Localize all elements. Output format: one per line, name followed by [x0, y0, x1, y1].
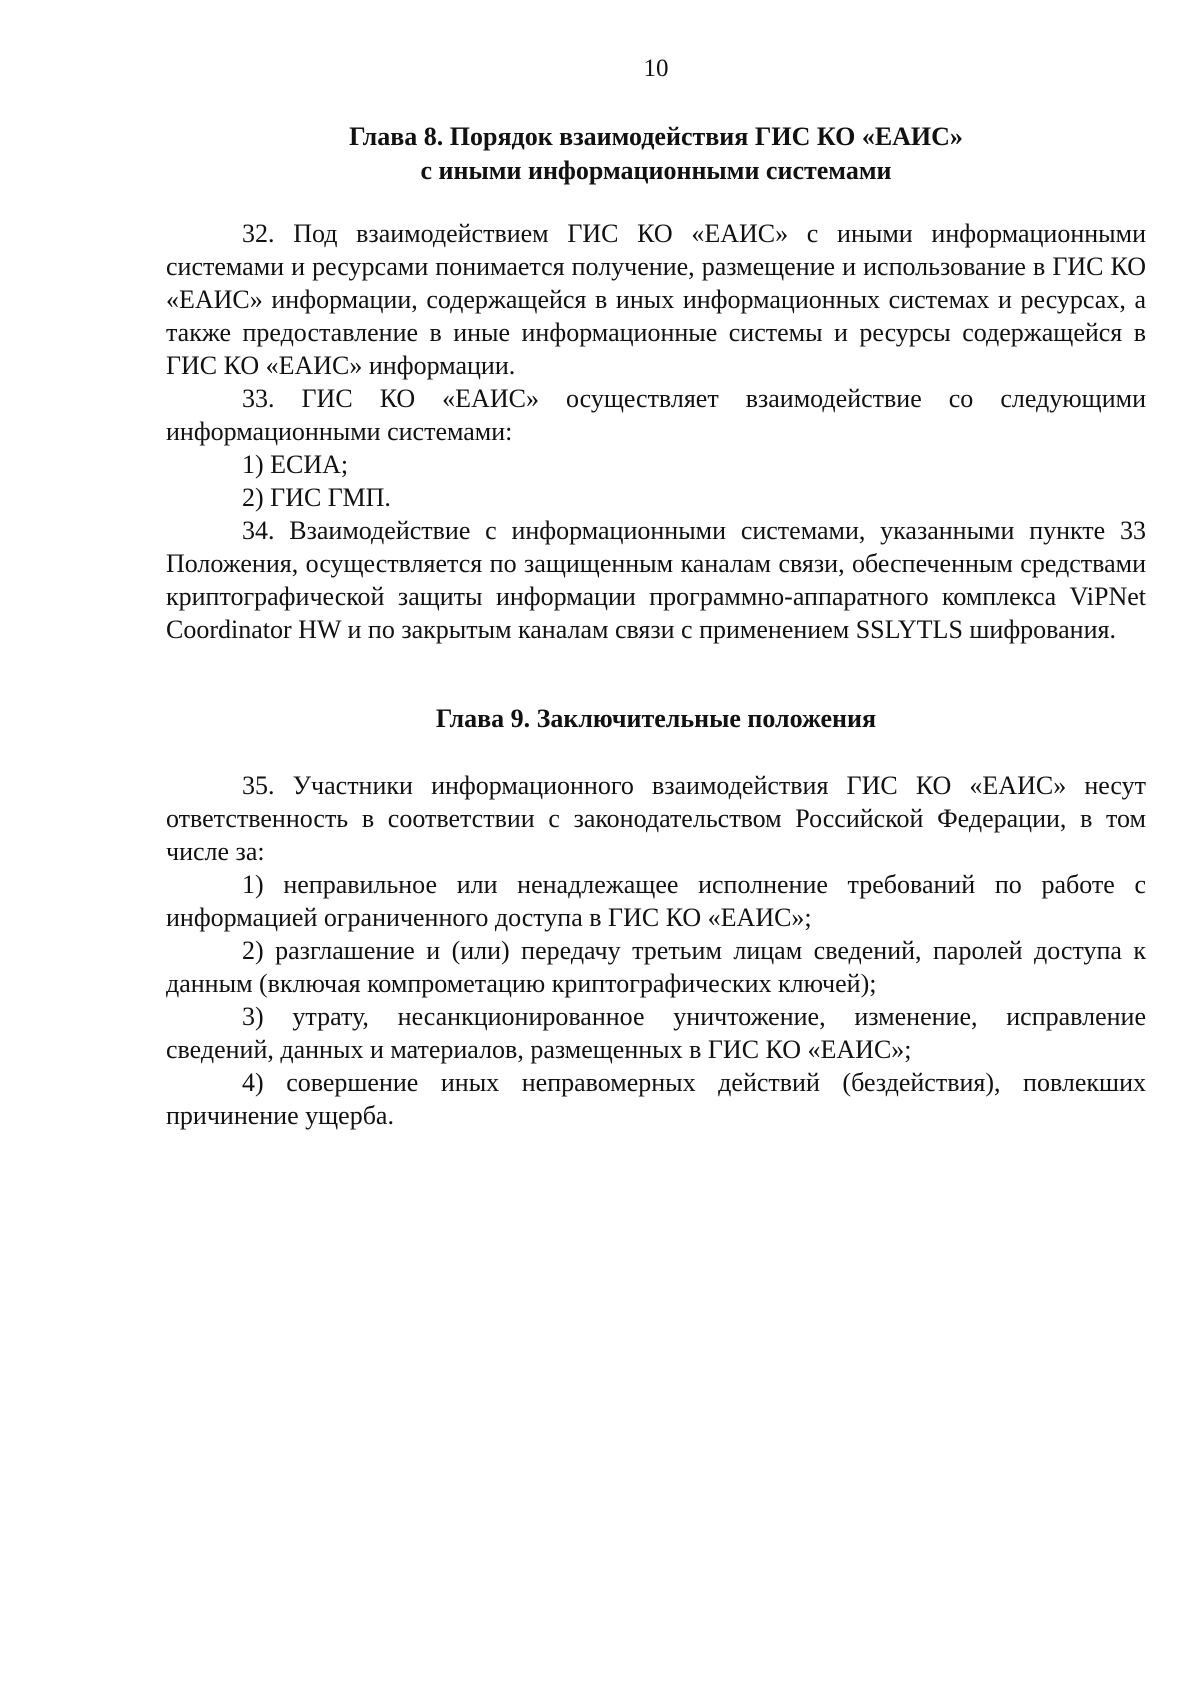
paragraph-35: 35. Участники информационного взаимодействия ГИС КО «ЕАИС» несут ответственность в соответствии с законодательством Российской Федерации, в том числе за: [166, 771, 1146, 866]
chapter-9-body [166, 769, 1146, 1132]
chapter-8-title-line-1: Глава 8. Порядок взаимодействия ГИС КО «ЕАИС» [349, 122, 963, 151]
list-item-3: 3) утрату, несанкционированное уничтожение, изменение, исправление сведений, данных и материалов, размещенных в ГИС КО «ЕАИС»; [166, 1002, 1146, 1064]
chapter-9-heading: Глава 9. Заключительные положения [435, 704, 877, 733]
chapter-8-title-line-2: с иными информационными системами [420, 156, 892, 185]
paragraph-32: 32. Под взаимодействием ГИС КО «ЕАИС» с иными информационными системами и ресурсами понимается получение, размещение и использование в ГИС КО «ЕАИС» информации, содержащейся в иных информационных системах и ресурсах, а также предоставление в иные информационные системы и ресурсы содержащейся в ГИС КО «ЕАИС» информации. [166, 219, 1146, 380]
paragraph-34: 34. Взаимодействие с информационными системами, указанными пункте 33 Положения, осуществляется по защищенным каналам связи, обеспеченным средствами криптографической защиты информации программно-аппаратного комплекса ViPNet Coordinator HW и по закрытым каналам связи с применением SSLYTLS шифрования. [166, 516, 1146, 644]
list-item-2: 2) разглашение и (или) передачу третьим лицам сведений, паролей доступа к данным (включая компрометацию криптографических ключей); [166, 936, 1146, 998]
list-item-gis-gmp: 2) ГИС ГМП. [242, 483, 391, 512]
paragraph-33: 33. ГИС КО «ЕАИС» осуществляет взаимодействие со следующими информационными системами: [166, 384, 1146, 446]
list-item-1: 1) неправильное или ненадлежащее исполнение требований по работе с информацией ограниченного доступа в ГИС КО «ЕАИС»; [166, 870, 1146, 932]
list-item-esia: 1) ЕСИА; [242, 450, 349, 479]
chapter-8-body [166, 217, 1146, 646]
list-item-4: 4) совершение иных неправомерных действий (бездействия), повлекших причинение ущерба. [166, 1068, 1146, 1130]
page-number: 10 [643, 55, 669, 82]
chapter-8-heading [166, 120, 1146, 188]
